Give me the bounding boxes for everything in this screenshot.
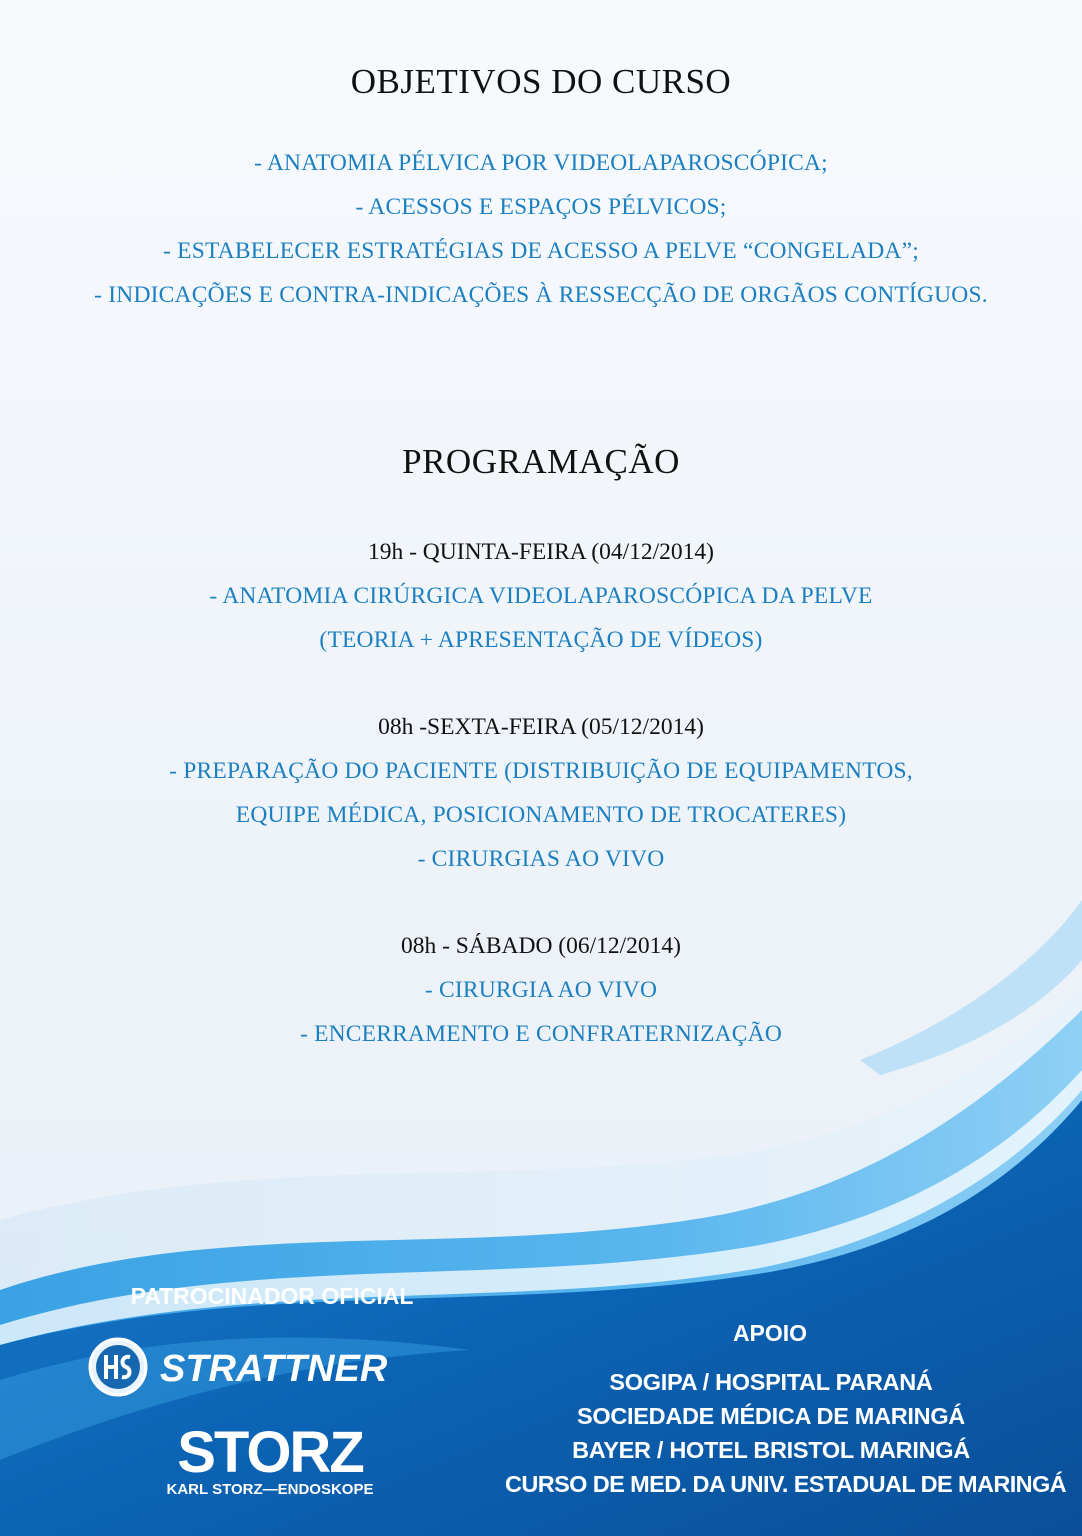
program-item: (TEORIA + APRESENTAÇÃO DE VÍDEOS) (319, 627, 763, 653)
support-title: APOIO (732, 1320, 808, 1346)
program-item: EQUIPE MÉDICA, POSICIONAMENTO DE TROCATERES) (235, 802, 847, 828)
program-item: - CIRURGIAS AO VIVO (417, 846, 665, 872)
sponsor-title: PATROCINADOR OFICIAL (130, 1283, 414, 1309)
strattner-logo (86, 1335, 426, 1399)
day-heading-friday: 08h -SEXTA-FEIRA (05/12/2014) (378, 714, 704, 740)
storz-logo-text: STORZ (177, 1420, 363, 1485)
program-item: - ANATOMIA CIRÚRGICA VIDEOLAPAROSCÓPICA DA PELVE (209, 583, 873, 609)
day-heading-thursday: 19h - QUINTA-FEIRA (04/12/2014) (367, 539, 715, 565)
objective-item: - ACESSOS E ESPAÇOS PÉLVICOS; (355, 194, 727, 220)
support-item: CURSO DE MED. DA UNIV. ESTADUAL DE MARINGÁ (505, 1471, 1067, 1497)
program-title: PROGRAMAÇÃO (402, 442, 680, 481)
storz-tagline: KARL STORZ—ENDOSKOPE (166, 1481, 374, 1498)
support-item: SOGIPA / HOSPITAL PARANÁ (609, 1369, 933, 1395)
objectives-title: OBJETIVOS DO CURSO (350, 62, 732, 101)
day-heading-saturday: 08h - SÁBADO (06/12/2014) (400, 933, 682, 959)
program-item: - ENCERRAMENTO E CONFRATERNIZAÇÃO (299, 1021, 783, 1047)
support-item: BAYER / HOTEL BRISTOL MARINGÁ (572, 1437, 970, 1463)
strattner-logo-text: STRATTNER (160, 1348, 388, 1390)
objective-item: - INDICAÇÕES E CONTRA-INDICAÇÕES À RESSECÇÃO DE ORGÃOS CONTÍGUOS. (94, 282, 988, 308)
support-item: SOCIEDADE MÉDICA DE MARINGÁ (577, 1403, 965, 1429)
storz-logo (150, 1418, 390, 1502)
program-item: - CIRURGIA AO VIVO (424, 977, 658, 1003)
objective-item: - ESTABELECER ESTRATÉGIAS DE ACESSO A PELVE “CONGELADA”; (163, 238, 919, 264)
program-item: - PREPARAÇÃO DO PACIENTE (DISTRIBUIÇÃO DE EQUIPAMENTOS, (169, 758, 913, 784)
objective-item: - ANATOMIA PÉLVICA POR VIDEOLAPAROSCÓPICA; (254, 150, 828, 176)
